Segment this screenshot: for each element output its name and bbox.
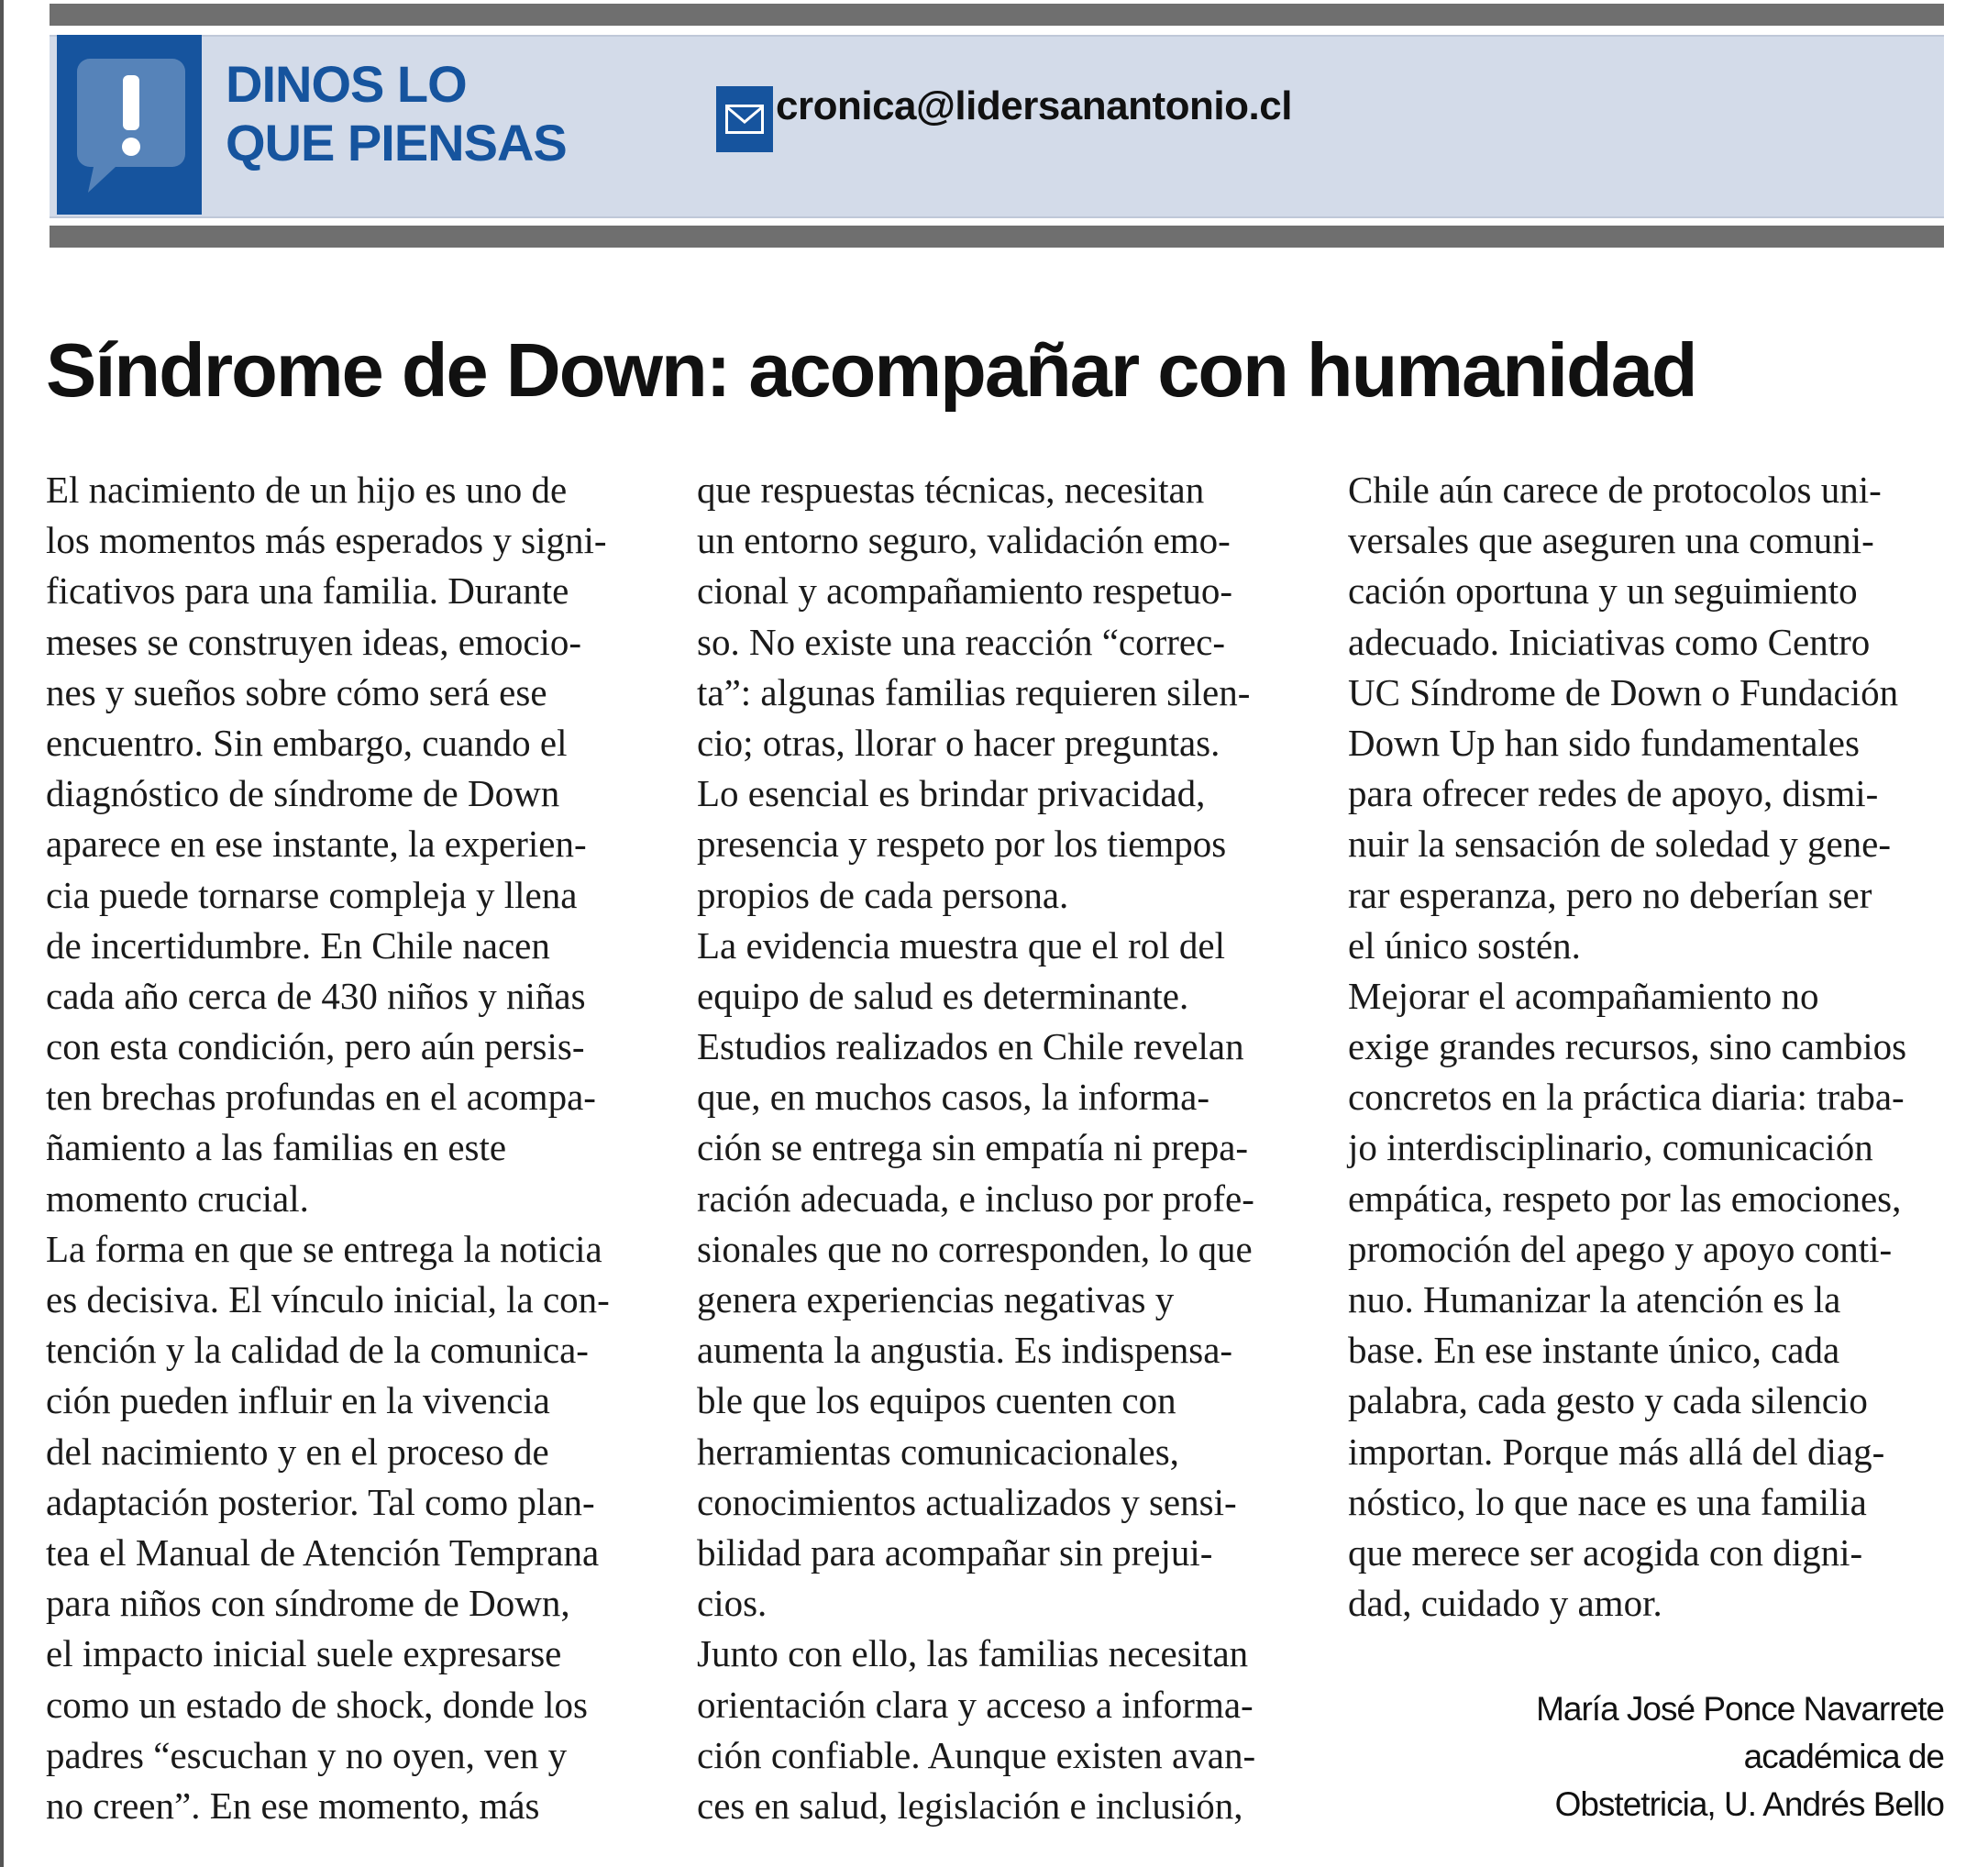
article-text-line: ten brechas profundas en el acompa-: [46, 1076, 596, 1119]
article-text-line: del nacimiento y en el proceso de: [46, 1430, 549, 1473]
article-text-line: cia puede tornarse compleja y llena: [46, 873, 578, 916]
article-text-line: con esta condición, pero aún persis-: [46, 1025, 585, 1068]
article-text-line: ficativos para una familia. Durante: [46, 569, 569, 613]
article-text-line: de incertidumbre. En Chile nacen: [46, 923, 550, 967]
article-text-line: El nacimiento de un hijo es uno de: [46, 469, 568, 511]
article-text-line: nes y sueños sobre cómo será ese: [46, 670, 547, 713]
left-page-rule: [0, 0, 4, 1867]
article-text-line: Chile aún carece de protocolos uni-: [1348, 469, 1882, 511]
article-text-line: padres “escuchan y no oyen, ven y: [46, 1733, 568, 1776]
section-title: [226, 55, 574, 172]
article-column-2: [697, 465, 1308, 1831]
article-text-line: para niños con síndrome de Down,: [46, 1582, 570, 1625]
article-text-line: que merece ser acogida con digni-: [1348, 1530, 1863, 1574]
article-text-line: un entorno seguro, validación emo-: [697, 519, 1231, 562]
article-text-line: so. No existe una reacción “correc-: [697, 620, 1225, 663]
author-role: académica de: [1743, 1738, 1944, 1775]
section-title-line: DINOS LO: [226, 55, 467, 113]
article-text-line: UC Síndrome de Down o Fundación: [1348, 670, 1899, 713]
article-text-line: meses se construyen ideas, emocio-: [46, 620, 582, 663]
article-text-line: Mejorar el acompañamiento no: [1348, 974, 1819, 1017]
article-text-line: es decisiva. El vínculo inicial, la con-: [46, 1278, 610, 1320]
article-text-line: importan. Porque más allá del diag-: [1348, 1430, 1885, 1473]
article-text-line: ción se entrega sin empatía ni prepa-: [697, 1126, 1249, 1169]
article-text-line: cional y acompañamiento respetuo-: [697, 569, 1233, 613]
article-text-line: aparece en ese instante, la experien-: [46, 823, 587, 866]
article-text-line: orientación clara y acceso a informa-: [697, 1683, 1254, 1726]
article-text-line: tención y la calidad de la comunica-: [46, 1329, 589, 1372]
article-text-line: el impacto inicial suele expresarse: [46, 1632, 562, 1675]
article-text-line: jo interdisciplinario, comunicación: [1348, 1126, 1873, 1169]
article-text-line: palabra, cada gesto y cada silencio: [1348, 1379, 1868, 1422]
article-text-line: aumenta la angustia. Es indispensa-: [697, 1329, 1233, 1372]
article-text-line: que, en muchos casos, la informa-: [697, 1076, 1210, 1119]
article-text-line: adecuado. Iniciativas como Centro: [1348, 620, 1871, 663]
article-text-line: presencia y respeto por los tiempos: [697, 823, 1227, 866]
article-column-3: [1348, 465, 1959, 1629]
article-text-line: empática, respeto por las emociones,: [1348, 1177, 1902, 1220]
header-bottom-bar: [50, 226, 1944, 248]
article-text-line: dad, cuidado y amor.: [1348, 1582, 1662, 1625]
article-text-line: nuo. Humanizar la atención es la: [1348, 1278, 1841, 1320]
article-text-line: diagnóstico de síndrome de Down: [46, 772, 560, 815]
article-text-line: nuir la sensación de soledad y gene-: [1348, 823, 1892, 866]
article-text-line: promoción del apego y apoyo conti-: [1348, 1227, 1893, 1270]
article-text-line: bilidad para acompañar sin prejui-: [697, 1530, 1213, 1574]
article-text-line: cio; otras, llorar o hacer preguntas.: [697, 721, 1220, 764]
article-text-line: equipo de salud es determinante.: [697, 974, 1189, 1017]
section-title-line: QUE PIENSAS: [226, 114, 567, 171]
article-text-line: exige grandes recursos, sino cambios: [1348, 1025, 1907, 1068]
article-text-line: para ofrecer redes de apoyo, dismi-: [1348, 772, 1879, 815]
article-text-line: Lo esencial es brindar privacidad,: [697, 772, 1206, 815]
article-text-line: ción confiable. Aunque existen avan-: [697, 1733, 1256, 1776]
article-text-line: encuentro. Sin embargo, cuando el: [46, 721, 568, 764]
article-headline: Síndrome de Down: acompañar con humanidad: [46, 327, 1696, 413]
article-text-line: adaptación posterior. Tal como plan-: [46, 1480, 595, 1523]
section-badge: [57, 35, 202, 215]
article-text-line: Down Up han sido fundamentales: [1348, 721, 1860, 764]
article-text-line: concretos en la práctica diaria: traba-: [1348, 1076, 1905, 1119]
article-text-line: conocimientos actualizados y sensi-: [697, 1480, 1237, 1523]
article-text-line: Junto con ello, las familias necesitan: [697, 1632, 1249, 1675]
header-top-bar: [50, 4, 1944, 26]
article-text-line: nóstico, lo que nace es una familia: [1348, 1480, 1867, 1523]
envelope-icon: [725, 105, 764, 134]
article-text-line: herramientas comunicacionales,: [697, 1430, 1179, 1473]
speech-bubble-exclamation-icon: [77, 59, 185, 196]
article-text-line: cios.: [697, 1582, 768, 1625]
article-text-line: cada año cerca de 430 niños y niñas: [46, 974, 586, 1017]
article-text-line: Estudios realizados en Chile revelan: [697, 1025, 1244, 1068]
author-byline: [1536, 1685, 1944, 1828]
article-text-line: el único sostén.: [1348, 923, 1581, 967]
article-text-line: La forma en que se entrega la noticia: [46, 1227, 602, 1270]
article-text-line: propios de cada persona.: [697, 873, 1069, 916]
article-text-line: versales que aseguren una comuni-: [1348, 519, 1874, 562]
author-affiliation: Obstetricia, U. Andrés Bello: [1554, 1785, 1944, 1823]
article-text-line: cación oportuna y un seguimiento: [1348, 569, 1858, 613]
contact-email[interactable]: cronica@lidersanantonio.cl: [776, 83, 1292, 128]
article-text-line: ción pueden influir en la vivencia: [46, 1379, 550, 1422]
article-column-1: [46, 465, 657, 1831]
article-text-line: ñamiento a las familias en este: [46, 1126, 507, 1169]
article-text-line: ta”: algunas familias requieren silen-: [697, 670, 1251, 713]
article-text-line: ble que los equipos cuenten con: [697, 1379, 1176, 1422]
article-text-line: ces en salud, legislación e inclusión,: [697, 1784, 1243, 1827]
mail-badge: [716, 86, 773, 152]
article-text-line: sionales que no corresponden, lo que: [697, 1227, 1253, 1270]
article-text-line: como un estado de shock, donde los: [46, 1683, 588, 1726]
author-name: María José Ponce Navarrete: [1536, 1690, 1944, 1728]
article-text-line: ración adecuada, e incluso por profe-: [697, 1177, 1254, 1220]
article-text-line: momento crucial.: [46, 1177, 309, 1220]
article-text-line: que respuestas técnicas, necesitan: [697, 469, 1205, 511]
article-text-line: base. En ese instante único, cada: [1348, 1329, 1840, 1372]
article-text-line: La evidencia muestra que el rol del: [697, 923, 1226, 967]
article-text-line: los momentos más esperados y signi-: [46, 519, 607, 562]
article-text-line: genera experiencias negativas y: [697, 1278, 1175, 1320]
article-text-line: rar esperanza, pero no deberían ser: [1348, 873, 1872, 916]
article-text-line: tea el Manual de Atención Temprana: [46, 1530, 600, 1574]
article-text-line: no creen”. En ese momento, más: [46, 1784, 540, 1827]
